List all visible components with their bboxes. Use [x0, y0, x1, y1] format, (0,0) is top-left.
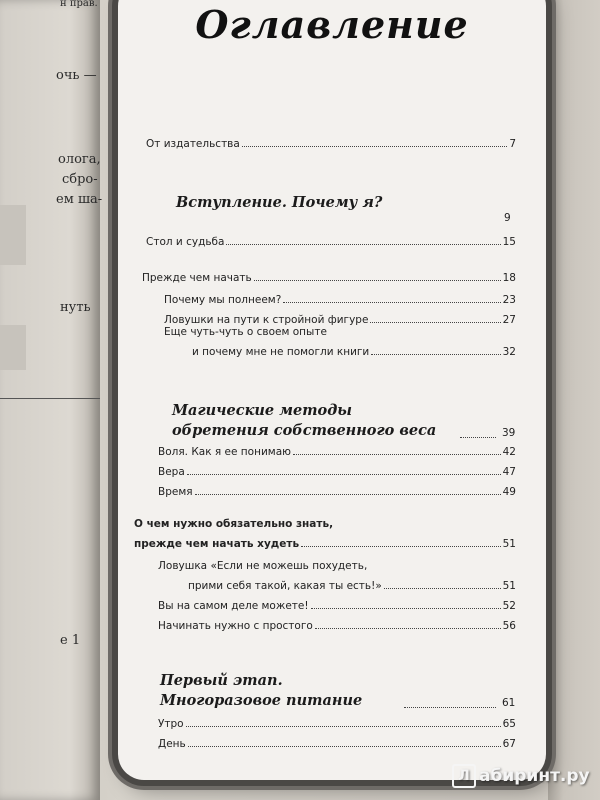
leader-dots	[283, 302, 500, 303]
entry-title-cont: прежде чем начать худеть	[134, 538, 300, 550]
toc-entry[interactable]	[134, 538, 516, 550]
left-page-line: нуть	[60, 300, 91, 315]
toc-entry[interactable]	[192, 346, 516, 358]
left-page-line: очь —	[56, 68, 97, 83]
entry-title-cont: и почему мне не помогли книги	[192, 346, 370, 358]
entry-page: 23	[502, 294, 516, 306]
left-page-decor	[0, 205, 26, 265]
entry-page: 9	[504, 212, 511, 224]
toc-entry[interactable]	[158, 620, 516, 632]
left-page-line: сбро-	[62, 172, 98, 187]
leader-dots	[301, 546, 501, 547]
entry-title: Стол и судьба	[146, 236, 225, 248]
entry-title: Начинать нужно с простого	[158, 620, 313, 632]
entry-page: 32	[502, 346, 516, 358]
entry-title: Вера	[158, 466, 185, 478]
leader-dots	[404, 707, 496, 708]
leader-dots	[195, 494, 501, 495]
toc-entry[interactable]	[158, 718, 516, 730]
toc-entry[interactable]	[146, 236, 516, 248]
entry-page: 15	[502, 236, 516, 248]
toc-section-heading[interactable]: Первый этап.	[160, 672, 283, 689]
entry-title: Почему мы полнеем?	[164, 294, 282, 306]
entry-title: Утро	[158, 718, 184, 730]
toc-entry[interactable]	[142, 272, 516, 284]
leader-dots	[370, 322, 500, 323]
leader-dots	[311, 608, 501, 609]
leader-dots	[460, 437, 496, 438]
toc-entry[interactable]	[164, 294, 516, 306]
entry-page: 65	[502, 718, 516, 730]
entry-page: 42	[502, 446, 516, 458]
entry-page: 61	[502, 697, 516, 709]
entry-title[interactable]: Еще чуть-чуть о своем опыте	[164, 326, 327, 338]
toc-entry[interactable]	[158, 486, 516, 498]
toc-section-heading-cont[interactable]: Многоразовое питание	[160, 692, 363, 709]
toc-title: Оглавление	[195, 2, 469, 47]
entry-page: 49	[502, 486, 516, 498]
entry-page: 18	[502, 272, 516, 284]
entry-title: Время	[158, 486, 193, 498]
entry-page: 51	[502, 538, 516, 550]
entry-title: Прежде чем начать	[142, 272, 252, 284]
entry-page: 27	[502, 314, 516, 326]
leader-dots	[371, 354, 500, 355]
page-edge-shadow	[548, 0, 600, 800]
toc-entry[interactable]	[158, 600, 516, 612]
leader-dots	[293, 454, 501, 455]
leader-dots	[242, 146, 508, 147]
leader-dots	[226, 244, 500, 245]
leader-dots	[254, 280, 501, 281]
labirint-logo-icon: Л	[452, 764, 476, 788]
entry-page: 39	[502, 427, 516, 439]
labirint-watermark	[452, 764, 590, 788]
leader-dots	[188, 746, 501, 747]
toc-entry[interactable]	[146, 138, 516, 150]
entry-page: 56	[502, 620, 516, 632]
entry-page: 67	[502, 738, 516, 750]
entry-title: Воля. Как я ее понимаю	[158, 446, 291, 458]
entry-title: Вы на самом деле можете!	[158, 600, 309, 612]
entry-page: 52	[502, 600, 516, 612]
toc-section-heading[interactable]: Вступление. Почему я?	[176, 194, 383, 211]
leader-dots	[315, 628, 501, 629]
entry-title: От издательства	[146, 138, 240, 150]
entry-title: День	[158, 738, 186, 750]
leader-dots	[186, 726, 501, 727]
left-page-line: олога,	[58, 152, 101, 167]
toc-entry[interactable]	[164, 314, 516, 326]
entry-page: 51	[502, 580, 516, 592]
left-page-edge	[0, 0, 103, 800]
toc-entry[interactable]	[158, 738, 516, 750]
entry-title[interactable]: О чем нужно обязательно знать,	[134, 518, 334, 530]
entry-page: 47	[502, 466, 516, 478]
entry-title: Ловушки на пути к стройной фигуре	[164, 314, 369, 326]
entry-title[interactable]: Ловушка «Если не можешь похудеть,	[158, 560, 368, 572]
left-page-rule	[0, 398, 100, 399]
left-page-line: н прав.	[60, 0, 98, 9]
toc-section-heading-cont[interactable]: обретения собственного веса	[172, 422, 437, 439]
leader-dots	[384, 588, 501, 589]
left-page-line: е 1	[60, 633, 81, 648]
entry-title-cont: прими себя такой, какая ты есть!»	[188, 580, 382, 592]
toc-entry[interactable]	[158, 466, 516, 478]
entry-page: 7	[509, 138, 516, 150]
left-page-line: ем ша-	[56, 192, 103, 207]
watermark-text: абиринт.ру	[479, 766, 590, 786]
toc-section-heading[interactable]: Магические методы	[172, 402, 353, 419]
leader-dots	[187, 474, 501, 475]
toc-card	[118, 0, 546, 780]
left-page-decor	[0, 325, 26, 370]
toc-entry[interactable]	[158, 446, 516, 458]
toc-entry[interactable]	[188, 580, 516, 592]
